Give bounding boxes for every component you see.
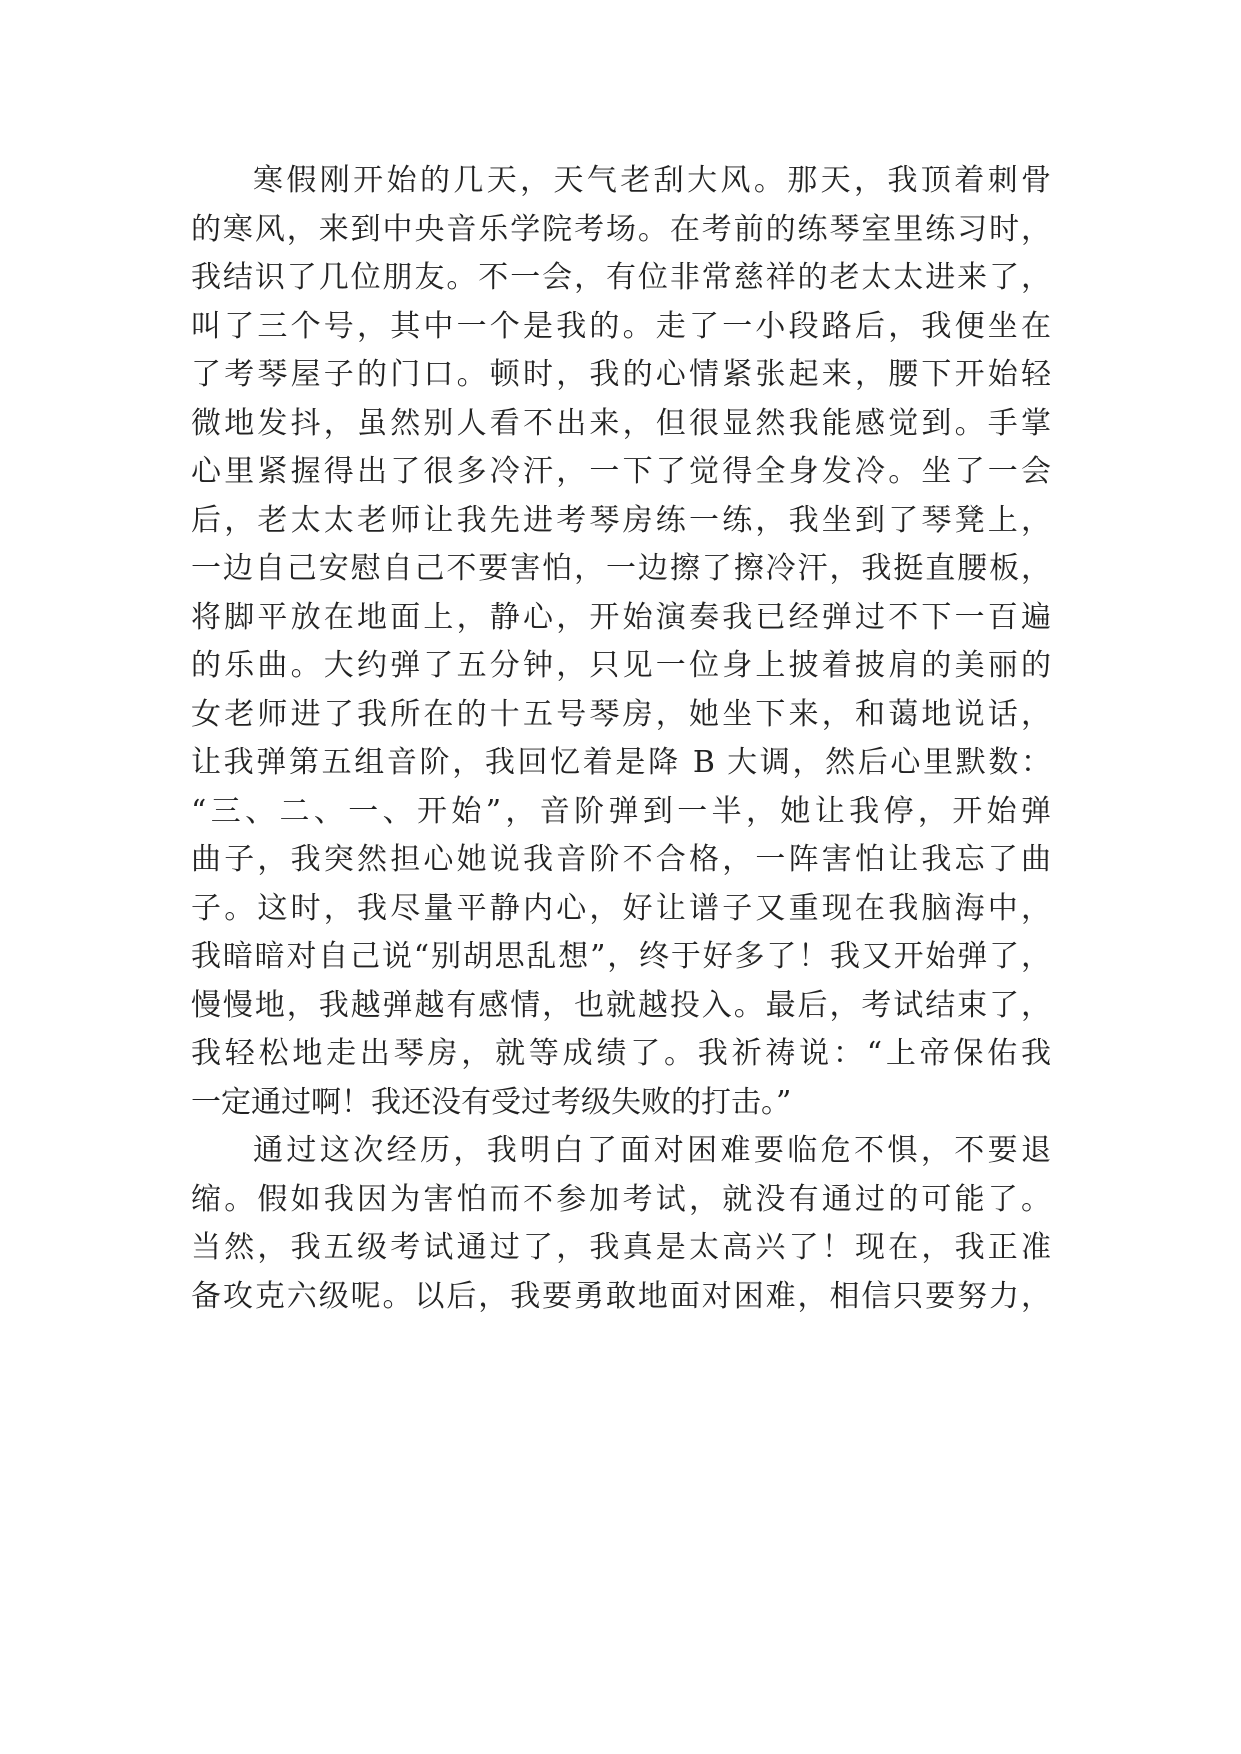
text-line: 让我弹第五组音阶，我回忆着是降 B 大调，然后心里默数：: [191, 745, 1051, 780]
article-body: [191, 157, 1051, 1321]
text-line: 我暗暗对自己说“别胡思乱想”，终于好多了！我又开始弹了，: [191, 939, 1051, 974]
text-line: 缩。假如我因为害怕而不参加考试，就没有通过的可能了。: [191, 1181, 1051, 1217]
text-line: 我轻松地走出琴房，就等成绩了。我祈祷说：“上帝保佑我: [191, 1036, 1051, 1071]
text-line: 慢慢地，我越弹越有感情，也就越投入。最后，考试结束了，: [191, 987, 1051, 1023]
text-line: 叫了三个号，其中一个是我的。走了一小段路后，我便坐在: [191, 308, 1051, 344]
text-line: 的寒风，来到中央音乐学院考场。在考前的练琴室里练习时，: [191, 211, 1051, 247]
text-line: 的乐曲。大约弹了五分钟，只见一位身上披着披肩的美丽的: [191, 648, 1051, 683]
paragraph-2: [191, 1127, 1051, 1321]
text-line: 一定通过啊！我还没有受过考级失败的打击。”: [191, 1084, 792, 1120]
text-line: 心里紧握得出了很多冷汗，一下了觉得全身发冷。坐了一会: [191, 454, 1051, 489]
text-line: 将脚平放在地面上，静心，开始演奏我已经弹过不下一百遍: [191, 599, 1051, 635]
text-line: 女老师进了我所在的十五号琴房，她坐下来，和蔼地说话，: [191, 696, 1051, 732]
text-line: 通过这次经历，我明白了面对困难要临危不惧，不要退: [253, 1133, 1051, 1168]
text-line: 后，老太太老师让我先进考琴房练一练，我坐到了琴凳上，: [191, 502, 1051, 538]
text-line: 子。这时，我尽量平静内心，好让谱子又重现在我脑海中，: [191, 890, 1051, 926]
paragraph-1: [191, 157, 1051, 1127]
text-line: 我结识了几位朋友。不一会，有位非常慈祥的老太太进来了，: [191, 260, 1051, 295]
text-line: 当然，我五级考试通过了，我真是太高兴了！现在，我正准: [191, 1230, 1051, 1265]
text-line: 了考琴屋子的门口。顿时，我的心情紧张起来，腰下开始轻: [191, 357, 1051, 392]
text-line: 备攻克六级呢。以后，我要勇敢地面对困难，相信只要努力，: [191, 1278, 1051, 1314]
text-line: “三、二、一、开始”，音阶弹到一半，她让我停，开始弹: [191, 793, 1051, 829]
text-line: 曲子，我突然担心她说我音阶不合格，一阵害怕让我忘了曲: [191, 842, 1051, 877]
text-line: 一边自己安慰自己不要害怕，一边擦了擦冷汗，我挺直腰板，: [191, 551, 1051, 586]
text-line: 寒假刚开始的几天，天气老刮大风。那天，我顶着刺骨: [253, 163, 1051, 198]
text-line: 微地发抖，虽然别人看不出来，但很显然我能感觉到。手掌: [191, 405, 1051, 441]
